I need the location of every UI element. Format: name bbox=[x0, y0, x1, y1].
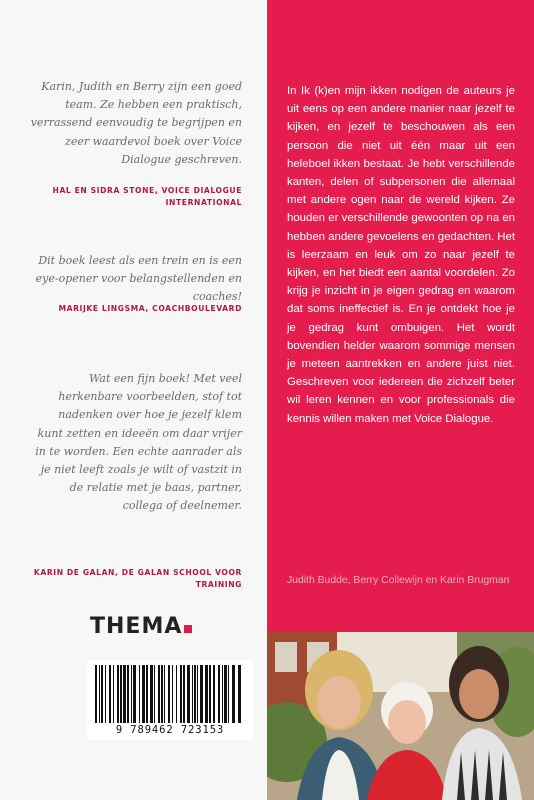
review-quote: Dit boek leest als een trein en is een eye-opener voor belangstellenden en coaches! bbox=[35, 254, 242, 304]
review-attribution: MARIJKE LINGSMA, COACHBOULEVARD bbox=[58, 304, 242, 313]
authors-photo bbox=[267, 632, 534, 800]
authors-photo-illustration bbox=[267, 632, 534, 800]
book-blurb: In Ik (k)en mijn ikken nodigen de auteurs je uit eens op een andere manier naar jezelf te kijken, en jezelf te beschouwen als een persoon die niet uit één maar uit een heleboel ikken bestaat. Je hebt verschillende kanten, delen of subpersonen die allemaal met andere ogen naar de wereld kijken. Ze houden er verschillende gewoonten op na en hebben andere gevoelens en gedachten. Het is leerzaam en leuk om zo naar jezelf te kijken, en het biedt een aantal voordelen. Zo krijg je inzicht in je eigen gedrag en waarom dat soms ineffectief is. En je ontdekt hoe je je gedrag kunt ombuigen. Het wordt bovendien helder waarom sommige mensen je meteen aantrekken en andere juist niet. Geschreven voor iedereen die zichzelf beter wil leren kennen en voor professionals die kennis willen maken met Voice Dialogue. bbox=[287, 85, 515, 425]
isbn-barcode bbox=[87, 660, 253, 740]
barcode-digits: 9 789462 723153 bbox=[115, 724, 225, 736]
publisher-name: THEMA bbox=[90, 614, 183, 639]
review-quote: Wat een fijn boek! Met veel herkenbare voorbeelden, stof tot nadenken over hoe je jezelf klem kunt zetten en ideeën om daar vrijer in te worden. Een echte aanrader als je niet leeft zoals je wilt of vastzit in de relatie met je baas, partner, collega of deelnemer. bbox=[35, 372, 242, 513]
review-attribution: HAL EN SIDRA STONE, VOICE DIALOGUE INTERNATIONAL bbox=[52, 186, 242, 207]
publisher-logo bbox=[90, 614, 192, 639]
review-quote: Karin, Judith en Berry zijn een goed team. Ze hebben een praktisch, verrassend eenvoudig te begrijpen en zeer waardevol boek over Voice Dialogue geschreven. bbox=[30, 80, 242, 166]
logo-dot bbox=[184, 625, 192, 633]
barcode-bars bbox=[93, 665, 247, 723]
author-names: Judith Budde, Berry Collewijn en Karin Brugman bbox=[287, 575, 510, 586]
review-attribution: KARIN DE GALAN, DE GALAN SCHOOL VOOR TRAINING bbox=[33, 568, 242, 589]
back-cover-right-panel bbox=[267, 0, 534, 632]
